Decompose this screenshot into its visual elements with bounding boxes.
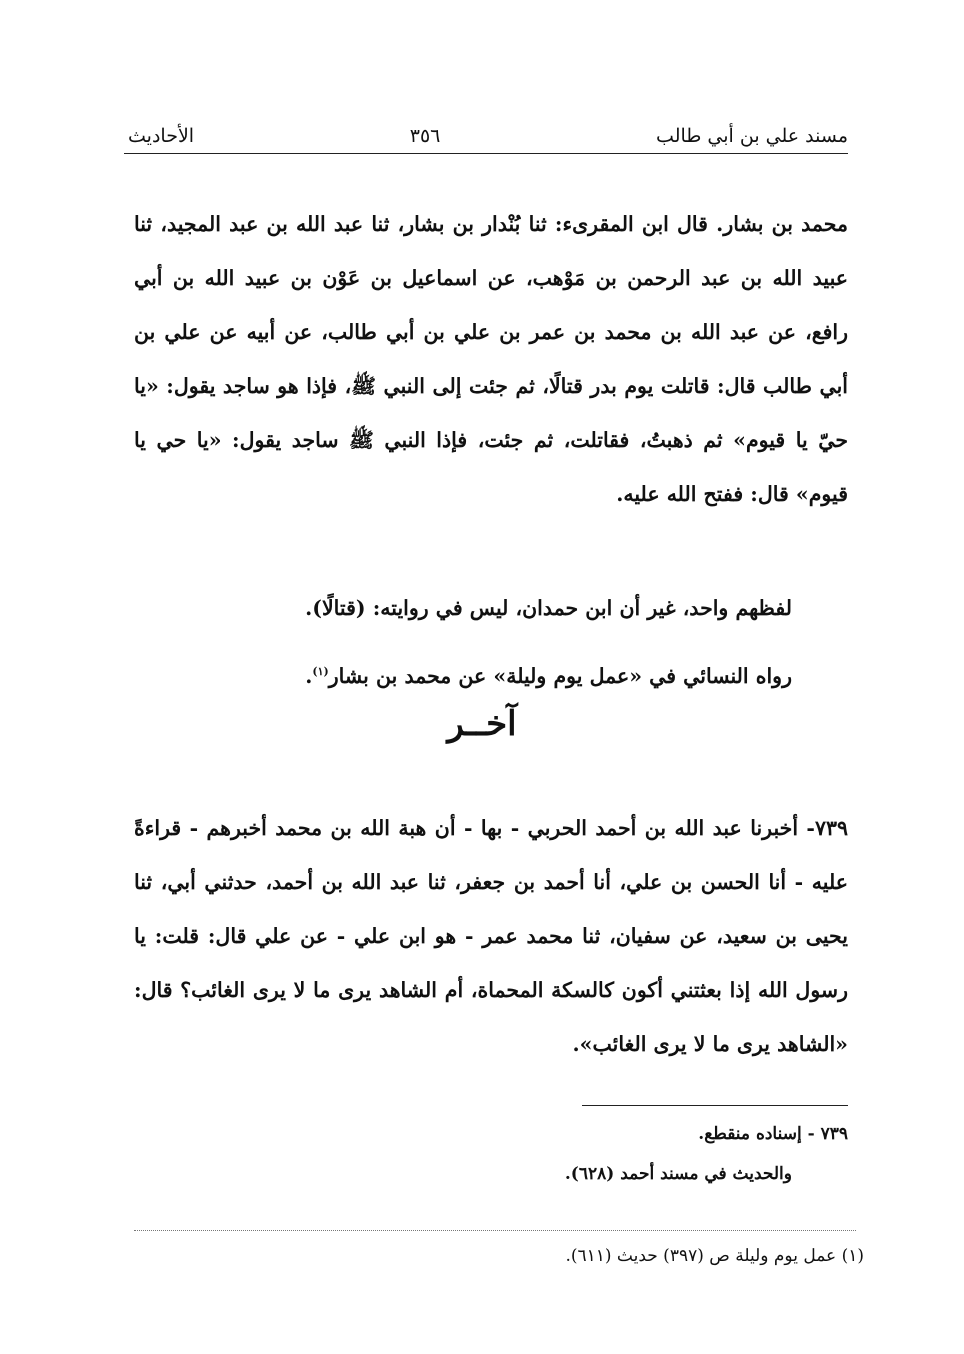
header-book-title: مسند علي بن أبي طالب — [656, 125, 848, 147]
source-note — [172, 645, 792, 703]
header-divider — [124, 153, 848, 154]
footnote-marker: (١) — [312, 664, 329, 678]
source-note-text: رواه النسائي في «عمل يوم وليلة» عن محمد بن بشار — [328, 663, 792, 688]
note-musnad: والحديث في مسند أحمد (٦٢٨). — [564, 1164, 792, 1184]
hadith-739: ٧٣٩- أخبرنا عبد الله بن أحمد الحربي - بها - أن هبة الله بن محمد أخبرهم - قراءةً عليه - أنا الحسن بن علي، أنا أحمد بن جعفر، ثنا عبد الله بن أحمد، حدثني أبي، ثنا يحيى بن سعيد، عن سفيان، ثنا محمد عمر - هو ابن علي - عن علي قال: قلت: يا رسول الله إذا بعثتني أكون كالسكة المحماة، أم الشاهد يرى ما لا يرى الغائب؟ قال: «الشاهد يرى ما لا يرى الغائب». — [134, 815, 848, 1056]
running-header — [128, 118, 848, 154]
section-title: آخــر — [447, 704, 517, 744]
hadith-text-continued: محمد بن بشار. قال ابن المقرىء: ثنا بُنْدار بن بشار، ثنا عبد الله بن عبد المجيد، ثنا عبيد الله بن عبد الرحمن بن مَوْهب، عن اسماعيل بن عَوْن بن عبيد الله بن أبي رافع، عن عبد الله بن محمد بن عمر بن علي بن أبي طالب، عن أبيه عن علي بن أبي طالب قال: قاتلت يوم بدر قتالًا، ثم جئت إلى النبي ﷺ، فإذا هو ساجد يقول: «يا حيّ يا قيوم» ثم ذهبتُ، فقاتلت، ثم جئت، فإذا النبي ﷺ ساجد يقول: «يا حي يا قيوم» قال: ففتح الله عليه. — [134, 211, 848, 506]
footnote-divider — [134, 1230, 856, 1231]
notes-divider — [582, 1105, 848, 1106]
variant-note: لفظهم واحد، غير أن ابن حمدان، ليس في روايته: (قتالًا). — [305, 595, 792, 620]
source-note-end: . — [305, 663, 313, 688]
header-section: الأحاديث — [128, 125, 195, 147]
note-isnad: ٧٣٩ - إسناده منقطع. — [698, 1124, 848, 1144]
footnote-1: (١) عمل يوم وليلة ص (٣٩٧) حديث (٦١١). — [565, 1246, 864, 1266]
header-page-number: ٣٥٦ — [409, 125, 441, 147]
